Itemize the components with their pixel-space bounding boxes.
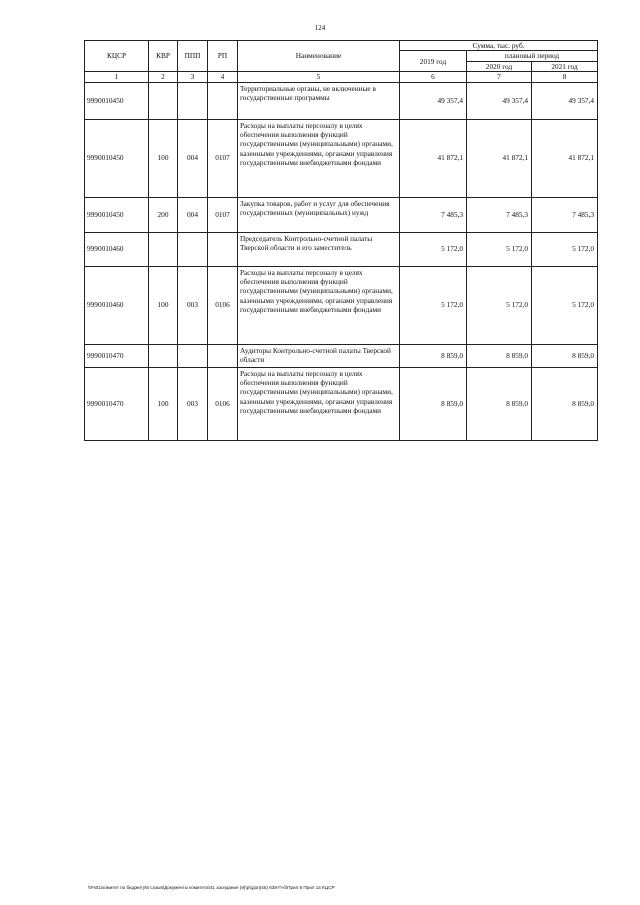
table-row <box>85 232 598 266</box>
cell-ppp: 004 <box>178 197 208 232</box>
header-ppp: ППП <box>178 41 208 72</box>
column-index: 7 <box>467 72 532 82</box>
cell-ppp: 003 <box>178 266 208 344</box>
header-year-2021: 2021 год <box>532 61 598 71</box>
table-row <box>85 197 598 232</box>
cell-kcsr: 9990010450 <box>85 197 149 232</box>
header-kcsr: КЦСР <box>85 41 149 72</box>
cell-rp: 0106 <box>208 367 238 440</box>
cell-ppp <box>178 82 208 119</box>
cell-2019: 41 872,1 <box>400 119 467 197</box>
cell-kvr: 100 <box>149 367 178 440</box>
cell-name: Расходы на выплаты персоналу в целях обеспечения выполнения функций государственными (муниципальными) органами, казенными учреждениями, органами управления государственными внебюджетными фондами <box>238 119 400 197</box>
header-rp: РП <box>208 41 238 72</box>
cell-2019: 8 859,0 <box>400 344 467 367</box>
cell-2020: 7 485,3 <box>467 197 532 232</box>
column-index: 4 <box>208 72 238 82</box>
footer-file-path: \\Fs01\комитет по бюджету\6 созыв\Документы комитета\41 заседание (9)\р\(доп)45) 638-П-б\Прил 8 Прил 14 КЦСР <box>88 885 335 890</box>
budget-table <box>84 40 598 441</box>
cell-2021: 8 859,0 <box>532 344 598 367</box>
cell-rp <box>208 344 238 367</box>
cell-kvr: 200 <box>149 197 178 232</box>
cell-kvr <box>149 232 178 266</box>
cell-2021: 49 357,4 <box>532 82 598 119</box>
column-index: 8 <box>532 72 598 82</box>
cell-rp: 0107 <box>208 197 238 232</box>
header-name: Наименование <box>238 41 400 72</box>
cell-kvr <box>149 344 178 367</box>
cell-2019: 5 172,0 <box>400 266 467 344</box>
column-index: 1 <box>85 72 149 82</box>
cell-2021: 5 172,0 <box>532 266 598 344</box>
cell-kvr: 100 <box>149 119 178 197</box>
table-row <box>85 367 598 440</box>
page-number: 124 <box>314 24 326 32</box>
cell-name: Территориальные органы, не включенные в государственные программы <box>238 82 400 119</box>
header-year-2020: 2020 год <box>467 61 532 71</box>
cell-ppp <box>178 344 208 367</box>
cell-kvr <box>149 82 178 119</box>
cell-kcsr: 9990010470 <box>85 344 149 367</box>
header-planning-period: плановый период <box>467 51 598 61</box>
cell-2020: 49 357,4 <box>467 82 532 119</box>
cell-rp: 0106 <box>208 266 238 344</box>
column-index: 3 <box>178 72 208 82</box>
column-index-row <box>85 72 598 82</box>
cell-kcsr: 9990010470 <box>85 367 149 440</box>
cell-2021: 8 859,0 <box>532 367 598 440</box>
column-index: 6 <box>400 72 467 82</box>
cell-name: Расходы на выплаты персоналу в целях обеспечения выполнения функций государственными (муниципальными) органами, казенными учреждениями, органами управления государственными внебюджетными фондами <box>238 367 400 440</box>
cell-2020: 8 859,0 <box>467 344 532 367</box>
cell-rp <box>208 232 238 266</box>
table-row <box>85 344 598 367</box>
cell-ppp: 004 <box>178 119 208 197</box>
cell-rp <box>208 82 238 119</box>
cell-2019: 7 485,3 <box>400 197 467 232</box>
cell-2020: 8 859,0 <box>467 367 532 440</box>
table-row <box>85 266 598 344</box>
table-row <box>85 82 598 119</box>
cell-2021: 7 485,3 <box>532 197 598 232</box>
cell-2021: 41 872,1 <box>532 119 598 197</box>
cell-2020: 5 172,0 <box>467 232 532 266</box>
cell-name: Закупка товаров, работ и услуг для обеспечения государственных (муниципальных) нужд <box>238 197 400 232</box>
cell-2020: 41 872,1 <box>467 119 532 197</box>
cell-2019: 5 172,0 <box>400 232 467 266</box>
cell-kcsr: 9990010460 <box>85 232 149 266</box>
header-year-2019: 2019 год <box>400 51 467 72</box>
cell-ppp: 003 <box>178 367 208 440</box>
cell-2021: 5 172,0 <box>532 232 598 266</box>
cell-kcsr: 9990010460 <box>85 266 149 344</box>
cell-rp: 0107 <box>208 119 238 197</box>
cell-ppp <box>178 232 208 266</box>
cell-kvr: 100 <box>149 266 178 344</box>
header-kvr: КВР <box>149 41 178 72</box>
cell-name: Расходы на выплаты персоналу в целях обеспечения выполнения функций государственными (муниципальными) органами, казенными учреждениями, органами управления государственными внебюджетными фондами <box>238 266 400 344</box>
cell-kcsr: 9990010450 <box>85 119 149 197</box>
cell-name: Аудиторы Контрольно-счетной палаты Тверской области <box>238 344 400 367</box>
cell-2020: 5 172,0 <box>467 266 532 344</box>
table-row <box>85 119 598 197</box>
column-index: 2 <box>149 72 178 82</box>
header-sum: Сумма, тыс. руб. <box>400 41 598 51</box>
cell-2019: 8 859,0 <box>400 367 467 440</box>
header-row <box>85 41 598 51</box>
cell-name: Председатель Контрольно-счетной палаты Тверской области и его заместитель <box>238 232 400 266</box>
cell-kcsr: 9990010450 <box>85 82 149 119</box>
cell-2019: 49 357,4 <box>400 82 467 119</box>
column-index: 5 <box>238 72 400 82</box>
